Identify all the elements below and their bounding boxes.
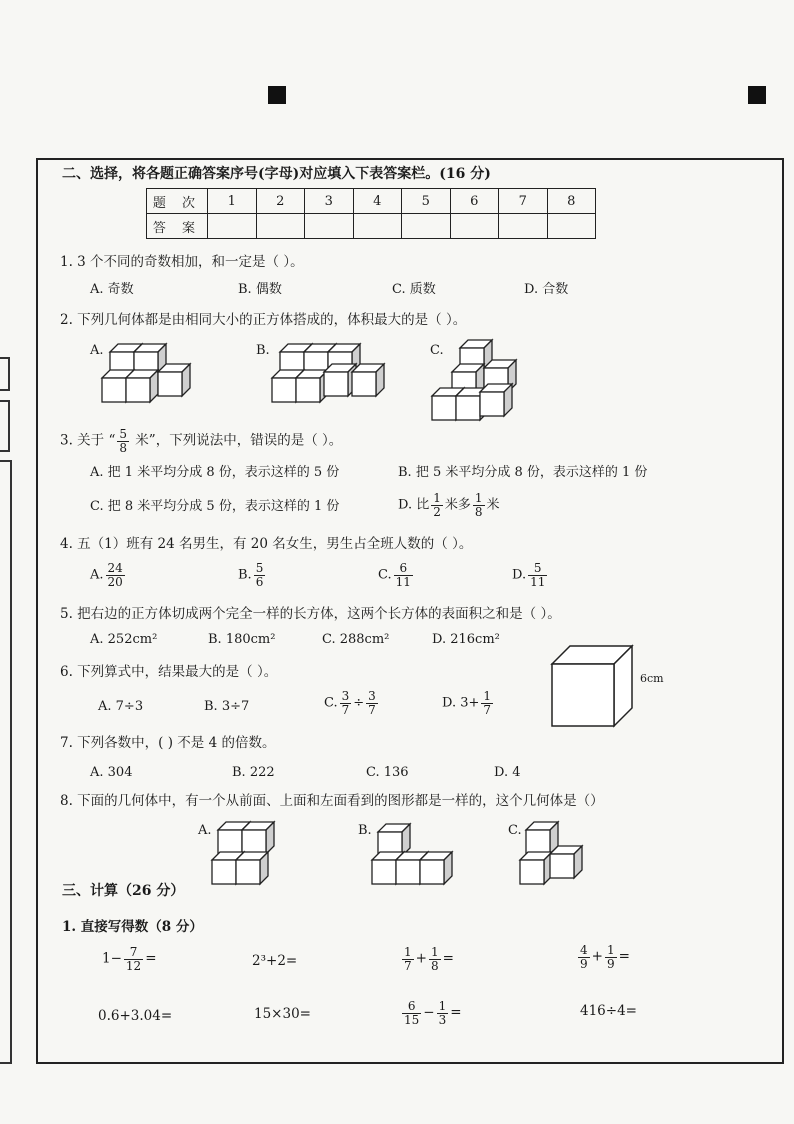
margin-box	[0, 460, 12, 1064]
cube	[296, 370, 328, 402]
table-cell: 2	[256, 189, 305, 214]
q1-stem: 1. 3 个不同的奇数相加，和一定是（ ）。	[60, 254, 304, 270]
q3-stem-pre: 3. 关于 “	[60, 432, 116, 449]
q5-option-a: A. 252cm²	[90, 632, 158, 647]
fraction: $\frac{5}{8}$	[119, 427, 128, 455]
registration-mark-left	[268, 86, 286, 104]
answer-cell[interactable]	[353, 214, 402, 239]
q3-stem-post: 米”，下列说法中，错误的是（ ）。	[131, 432, 343, 449]
fraction: $\frac{3}{7}$	[368, 689, 376, 717]
cube	[420, 852, 452, 884]
q5-stem: 5. 把右边的正方体切成两个完全一样的长方体，这两个长方体的表面积之和是（ ）。	[60, 606, 561, 622]
cube	[550, 846, 582, 878]
q4-option-a: A. $\frac{24}{20}$	[90, 561, 123, 589]
cube	[480, 384, 512, 416]
cube-figure	[550, 644, 634, 728]
q2-label-a: A.	[90, 343, 104, 358]
calc-7: $\frac{6}{15}$ − $\frac{1}{3}$ =	[404, 999, 462, 1027]
section3-title: 三、计算（26 分）	[62, 883, 185, 899]
q1-option-c: C. 质数	[392, 282, 436, 297]
table-cell: 7	[499, 189, 548, 214]
q4-option-b: B. $\frac{5}{6}$	[238, 561, 264, 589]
q3-option-b: B. 把 5 米平均分成 8 份，表示这样的 1 份	[398, 465, 648, 480]
answer-table	[146, 188, 596, 239]
q4-option-d: D. $\frac{5}{11}$	[512, 561, 546, 589]
q6-option-a: A. 7÷3	[98, 699, 144, 714]
table-cell: 8	[547, 189, 596, 214]
calc-2: 2³+2=	[252, 953, 298, 969]
fraction: $\frac{1}{8}$	[430, 945, 439, 973]
cube	[324, 364, 356, 396]
q8-stem: 8. 下面的几何体中，有一个从前面、上面和左面看到的图形都是一样的，这个几何体是（）	[60, 793, 604, 809]
fraction: $\frac{1}{3}$	[438, 999, 447, 1027]
q6-stem: 6. 下列算式中，结果最大的是（ ）。	[60, 664, 278, 680]
row-label-answer: 答 案	[147, 214, 208, 239]
section3-sub1: 1. 直接写得数（8 分）	[62, 919, 203, 935]
calc-3: $\frac{1}{7}$ + $\frac{1}{8}$ =	[404, 945, 454, 973]
table-cell: 1	[208, 189, 257, 214]
answer-cell[interactable]	[402, 214, 451, 239]
cube	[158, 364, 190, 396]
fraction: $\frac{7}{12}$	[125, 945, 142, 973]
fraction: $\frac{4}{9}$	[580, 943, 588, 971]
q6-option-b: B. 3÷7	[204, 699, 250, 714]
answer-cell[interactable]	[305, 214, 354, 239]
answer-cell[interactable]	[499, 214, 548, 239]
margin-box	[0, 357, 10, 391]
q7-option-c: C. 136	[366, 765, 409, 780]
fraction: $\frac{6}{15}$	[404, 999, 420, 1027]
fraction: $\frac{3}{7}$	[341, 689, 350, 717]
fraction: $\frac{1}{2}$	[433, 491, 441, 519]
q5-option-c: C. 288cm²	[322, 632, 390, 647]
q5-option-d: D. 216cm²	[432, 632, 500, 647]
table-cell: 4	[353, 189, 402, 214]
q3-stem	[60, 428, 342, 454]
row-label-number: 题 次	[147, 189, 208, 214]
calc-8: 416÷4=	[580, 1003, 637, 1019]
q6-option-c: C. $\frac{3}{7}$ ÷ $\frac{3}{7}$	[324, 689, 376, 717]
q2-figure-a	[98, 338, 198, 412]
q2-figure-b	[268, 338, 388, 412]
calc-1: 1− $\frac{7}{12}$ =	[102, 945, 157, 973]
q4-stem: 4. 五（1）班有 24 名男生，有 20 名女生，男生占全班人数的（ ）。	[60, 536, 473, 552]
q7-option-a: A. 304	[90, 765, 133, 780]
answer-cell[interactable]	[208, 214, 257, 239]
fraction: $\frac{1}{7}$	[404, 945, 412, 973]
q8-label-c: C.	[508, 823, 522, 838]
calc-5: 0.6+3.04=	[98, 1008, 173, 1024]
cube	[236, 852, 268, 884]
q3-option-d: D. 比 $\frac{1}{2}$ 米多 $\frac{1}{8}$ 米	[398, 491, 500, 519]
cube	[126, 370, 158, 402]
q1-option-b: B. 偶数	[238, 282, 282, 297]
table-cell: 5	[402, 189, 451, 214]
q1-option-d: D. 合数	[524, 282, 569, 297]
fraction: $\frac{1}{8}$	[474, 491, 483, 519]
q8-figure-c	[516, 820, 588, 894]
q5-option-b: B. 180cm²	[208, 632, 276, 647]
q2-label-c: C.	[430, 343, 444, 358]
table-cell: 6	[450, 189, 499, 214]
calc-6: 15×30=	[254, 1006, 311, 1022]
q1-option-a: A. 奇数	[90, 282, 134, 297]
q2-stem: 2. 下列几何体都是由相同大小的正方体搭成的，体积最大的是（ ）。	[60, 312, 467, 328]
q2-figure-c	[428, 338, 524, 430]
q8-label-a: A.	[198, 823, 212, 838]
q8-figure-a	[208, 820, 280, 894]
fraction: $\frac{5}{11}$	[530, 561, 546, 589]
q3-option-a: A. 把 1 米平均分成 8 份，表示这样的 5 份	[90, 465, 340, 480]
section2-title: 二、选择，将各题正确答案序号(字母)对应填入下表答案栏。(16 分)	[62, 166, 491, 182]
fraction: $\frac{1}{7}$	[483, 689, 492, 717]
margin-box	[0, 400, 10, 452]
q6-option-d: D. 3+ $\frac{1}{7}$	[442, 689, 492, 717]
q4-option-c: C. $\frac{6}{11}$	[378, 561, 411, 589]
q3-option-c: C. 把 8 米平均分成 5 份，表示这样的 1 份	[90, 499, 340, 514]
table-cell: 3	[305, 189, 354, 214]
cube	[526, 822, 558, 854]
answer-cell[interactable]	[450, 214, 499, 239]
q7-option-b: B. 222	[232, 765, 275, 780]
q7-option-d: D. 4	[494, 765, 521, 780]
fraction: $\frac{6}{11}$	[395, 561, 411, 589]
q8-figure-b	[368, 820, 458, 894]
cube	[520, 852, 552, 884]
cube	[242, 822, 274, 854]
fraction: $\frac{1}{9}$	[606, 943, 615, 971]
answer-cell[interactable]	[256, 214, 305, 239]
fraction: $\frac{24}{20}$	[107, 561, 123, 589]
cube-label: 6cm	[640, 672, 664, 685]
calc-4: $\frac{4}{9}$ + $\frac{1}{9}$ =	[580, 943, 630, 971]
cube	[378, 824, 410, 856]
fraction: $\frac{5}{6}$	[255, 561, 264, 589]
q7-stem: 7. 下列各数中，( ) 不是 4 的倍数。	[60, 735, 276, 751]
cube	[352, 364, 384, 396]
registration-mark-right	[748, 86, 766, 104]
answer-cell[interactable]	[547, 214, 596, 239]
q8-label-b: B.	[358, 823, 372, 838]
q2-label-b: B.	[256, 343, 270, 358]
